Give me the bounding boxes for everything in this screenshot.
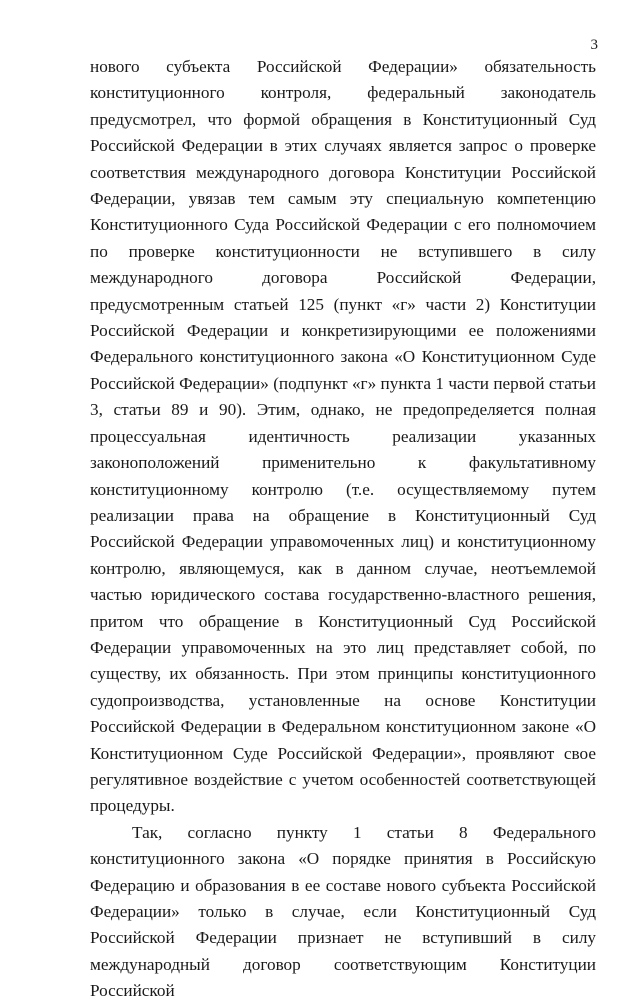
paragraph-continuation: нового субъекта Российской Федерации» обязательность конституционного контроля, федеральный законодатель предусмотрел, что формой обращения в Конституционный Суд Российской Федерации в этих случаях является запрос о проверке соответствия международного договора Конституции Российской Федерации, увязав тем самым эту специальную компетенцию Конституционного Суда Российской Федерации с его полномочием по проверке конституционности не вступившего в силу международного договора Российской Федерации, предусмотренным статьей 125 (пункт «г» части 2) Конституции Российской Федерации и конкретизирующими ее положениями Федерального конституционного закона «О Конституционном Суде Российской Федерации» (подпункт «г» пункта 1 части первой статьи 3, статьи 89 и 90). Этим, однако, не предопределяется полная процессуальная идентичность реализации указанных законоположений применительно к факультативному конституционному контролю (т.е. осуществляемому путем реализации права на обращение в Конституционный Суд Российской Федерации управомоченных лиц) и конституционному контролю, являющемуся, как в данном случае, неотъемлемой частью юридического состава государственно-властного решения, притом что обращение в Конституционный Суд Российской Федерации управомоченных на это лиц представляет собой, по существу, их обязанность. При этом принципы конституционного судопроизводства, установленные на основе Конституции Российской Федерации в Федеральном конституционном законе «О Конституционном Суде Российской Федерации», проявляют свое регулятивное воздействие с учетом особенностей соответствующей процедуры. <box>90 57 596 816</box>
page-number: 3 <box>590 37 598 53</box>
paragraph-article-8: Так, согласно пункту 1 статьи 8 Федерального конституционного закона «О порядке принятия в Российскую Федерацию и образования в ее составе нового субъекта Российской Федерации» только в случае, если Конституционный Суд Российской Федерации признает не вступивший в силу международный договор соответствующим Конституции Российской <box>90 822 596 1001</box>
document-body <box>90 54 596 1005</box>
